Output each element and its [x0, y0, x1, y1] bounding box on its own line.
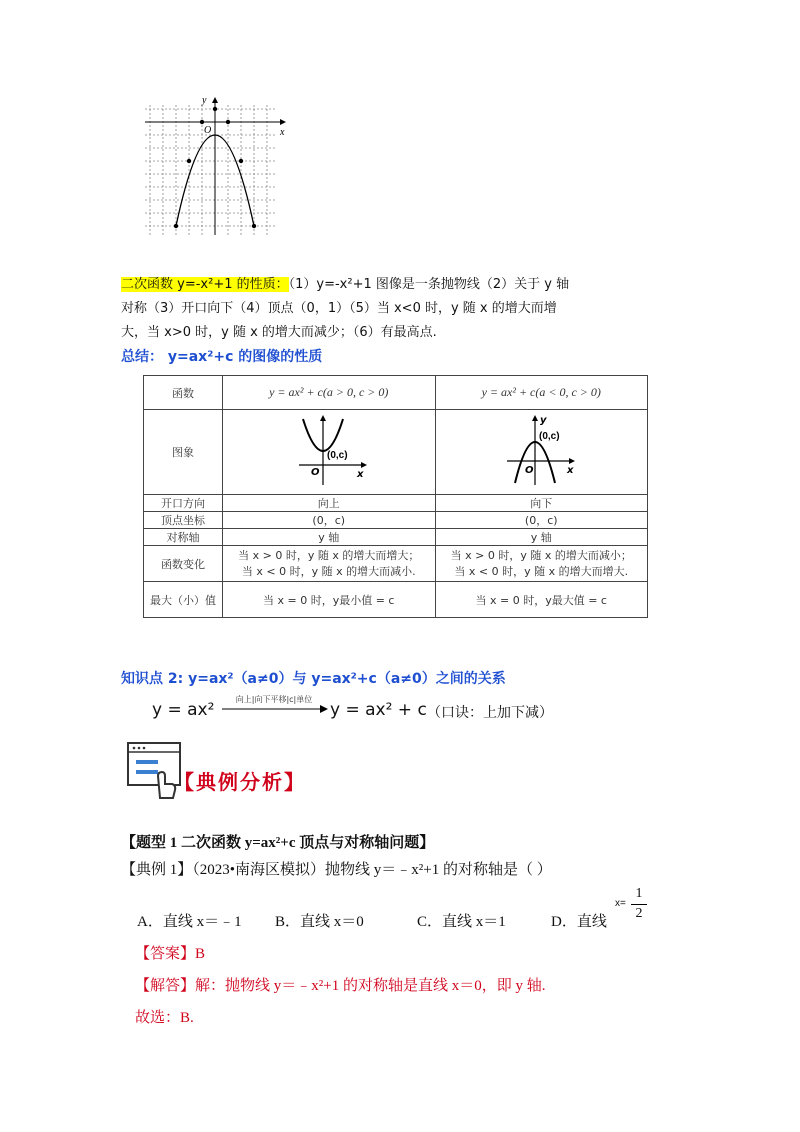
- row-label-opening: 开口方向: [144, 495, 223, 512]
- svg-text:O: O: [310, 466, 320, 478]
- row-label-change: 函数变化: [144, 546, 223, 582]
- relation-arrow-label: 向上|向下平移|c|单位: [235, 695, 313, 704]
- type-title: 【题型 1 二次函数 y=ax²+c 顶点与对称轴问题】: [121, 835, 435, 851]
- answer-line: 【答案】B: [135, 946, 206, 962]
- row-label-extreme: 最大（小）值: [144, 582, 223, 618]
- table-header-function: 函数: [144, 376, 223, 410]
- option-c[interactable]: C．直线 x＝1: [417, 914, 506, 930]
- summary-title: 总结： y=ax²+c 的图像的性质: [121, 349, 323, 365]
- svg-text:y: y: [540, 414, 547, 426]
- row-extreme-b: 当 x = 0 时，y最大值 = c: [435, 582, 648, 618]
- row-axis-a: y 轴: [223, 529, 436, 546]
- banner-label: 【典例分析】: [174, 770, 306, 794]
- property-paragraph: [121, 275, 681, 343]
- row-vertex-b: (0，c): [435, 512, 648, 529]
- row-opening-b: 向下: [435, 495, 648, 512]
- option-d[interactable]: D．直线: [551, 914, 607, 930]
- relation-mnemonic: （口诀：上加下减）: [427, 705, 553, 721]
- row-change-b: [435, 546, 648, 582]
- graph-y-label: y: [202, 95, 207, 106]
- row-axis-b: y 轴: [435, 529, 648, 546]
- example-line: 【典例 1】（2023•南海区模拟）抛物线 y＝﹣x²+1 的对称轴是（ ）: [121, 862, 552, 878]
- option-d-den: 2: [635, 906, 643, 921]
- row-vertex-a: (0，c): [223, 512, 436, 529]
- property-highlight: 二次函数 y=-x²+1 的性质：: [121, 277, 289, 292]
- row-change-a: [223, 546, 436, 582]
- solution-line: 【解答】解：抛物线 y＝﹣x²+1 的对称轴是直线 x＝0，即 y 轴.: [135, 978, 546, 994]
- table-header-a-pos: y = ax² + c(a > 0, c > 0): [223, 376, 436, 410]
- change-a-line2: 当 x < 0 时，y 随 x 的增大而减小.: [241, 564, 416, 578]
- row-label-axis: 对称轴: [144, 529, 223, 546]
- example-banner: [120, 740, 306, 802]
- graph-x-label: x: [280, 127, 285, 138]
- row-extreme-a: 当 x = 0 时，y最小值 = c: [223, 582, 436, 618]
- kp2-title: 知识点 2: y=ax²（a≠0）与 y=ax²+c（a≠0）之间的关系: [121, 671, 506, 687]
- option-d-var: x=: [615, 898, 626, 909]
- downward-parabola-icon: [501, 415, 581, 487]
- properties-table: [143, 375, 648, 618]
- graph-up-point-label: (0,c): [326, 449, 348, 461]
- change-b-line1: 当 x > 0 时，y 随 x 的增大而减小；: [450, 548, 632, 562]
- property-line3: 大，当 x>0 时，y 随 x 的增大而减少；（6）有最高点.: [121, 325, 437, 340]
- option-d-num: 1: [635, 886, 643, 901]
- svg-text:O: O: [525, 464, 534, 476]
- property-line1: （1）y=-x²+1 图像是一条抛物线（2）关于 y 轴: [288, 277, 570, 292]
- svg-text:x: x: [356, 468, 364, 480]
- upward-parabola-icon: [289, 415, 369, 487]
- relation-right: y = ax² + c: [330, 700, 427, 720]
- svg-text:x: x: [567, 464, 574, 476]
- row-label-vertex: 顶点坐标: [144, 512, 223, 529]
- fraction-bar: [631, 904, 647, 905]
- parabola-graph: [140, 95, 290, 240]
- option-b[interactable]: B．直线 x＝0: [275, 914, 364, 930]
- choose-line: 故选：B.: [135, 1010, 194, 1026]
- table-graph-down: [435, 410, 648, 495]
- table-header-a-neg: y = ax² + c(a < 0, c > 0): [435, 376, 648, 410]
- relation-left: y = ax²: [152, 700, 215, 720]
- options-row: [137, 886, 657, 934]
- option-a[interactable]: A．直线 x＝﹣1: [137, 914, 242, 930]
- row-opening-a: 向上: [223, 495, 436, 512]
- table-graph-up: [223, 410, 436, 495]
- relation-formula: [152, 694, 652, 724]
- change-b-line2: 当 x < 0 时，y 随 x 的增大而增大.: [454, 564, 629, 578]
- property-line2: 对称（3）开口向下（4）顶点（0，1）（5）当 x<0 时，y 随 x 的增大而增: [121, 301, 557, 316]
- table-graph-label: 图象: [144, 410, 223, 495]
- graph-down-point-label: (0,c): [539, 430, 560, 442]
- right-arrow-icon: [222, 704, 328, 714]
- graph-origin-label: O: [204, 125, 212, 136]
- change-a-line1: 当 x > 0 时，y 随 x 的增大而增大；: [238, 548, 420, 562]
